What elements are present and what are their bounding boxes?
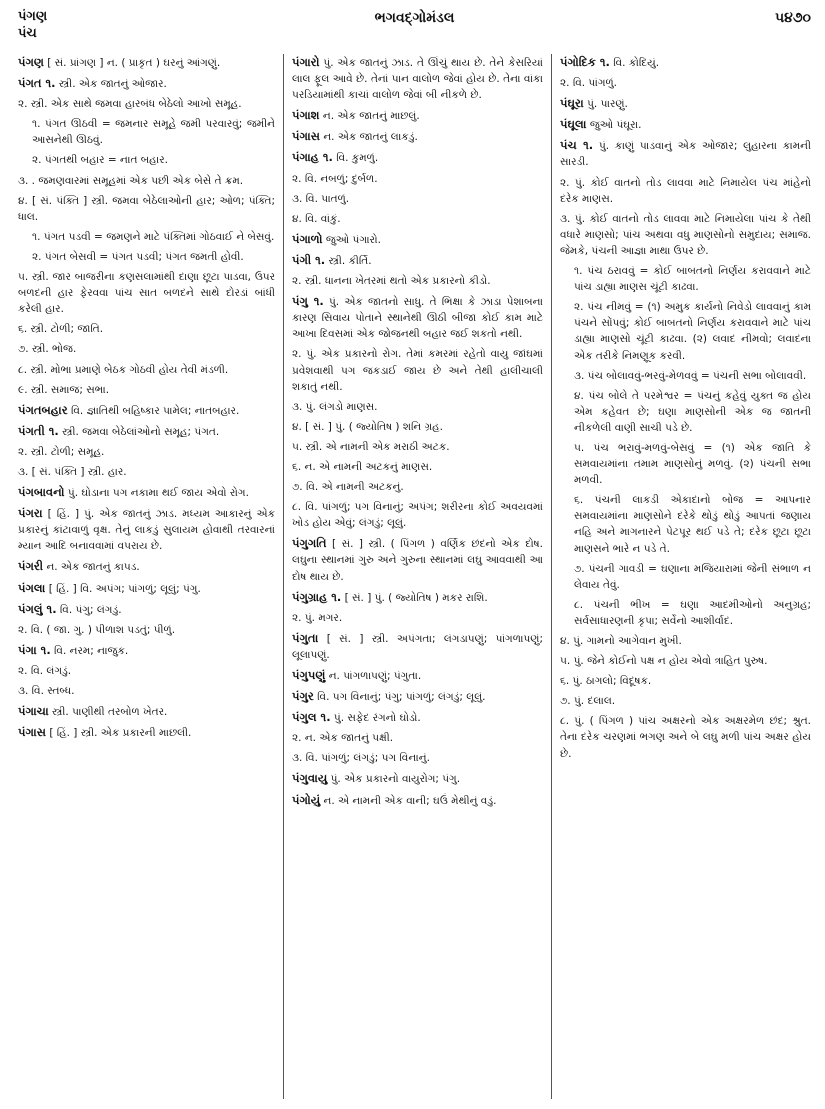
entry-headword: પંગુતા (292, 630, 319, 645)
entry-definition: ૪. પું. ગામનો આગેવાન મુખી. (560, 635, 682, 647)
entry-definition: ૮. પું. ( પિંગળ ) પાંચ અક્ષરનો એક અક્ષરમેળ છંદ; શ્રુત. તેના દરેક ચરણમાં ભગણ અને બે લઘુ મળી પાંચ અક્ષર હોય છે. (560, 715, 811, 760)
guide-word-last: પંચ (18, 26, 37, 41)
dictionary-entry (18, 703, 275, 720)
entry-definition: પું. સફેદ રંગનો ઘોડો. (333, 712, 421, 725)
dictionary-entry (560, 653, 811, 669)
dictionary-entry (18, 54, 275, 71)
entry-definition: ૨. પું. મગર. (292, 611, 343, 624)
dictionary-entry (560, 368, 811, 384)
dictionary-entry (18, 683, 275, 699)
dictionary-entry (560, 54, 811, 71)
dictionary-entry (292, 231, 543, 248)
column-1 (18, 54, 283, 1099)
entry-headword: પંગરી (18, 559, 44, 574)
entry-definition: ૫. પું. જેને કોઈનો પક્ષ ન હોય એવો ત્રાહિત પુરુષ. (560, 655, 768, 668)
dictionary-entry (560, 137, 811, 170)
entry-headword: પંગી ૧. (292, 252, 326, 267)
entry-definition: પું. એક જાતનો સાધુ. તે ભિક્ષા કે ઝાડા પેશાબના કારણ સિવાય પોતાને સ્થાનેથી ઊઠી બીજા કોઈ કામ માટે આખા દિવસમાં એક જોજનથી બહાર જઈ શકતો નથી. (292, 296, 543, 341)
entry-headword: પંગલું ૧. (18, 601, 57, 616)
dictionary-entry (292, 459, 543, 475)
dictionary-entry (560, 693, 811, 709)
entry-headword: પંઘૂરા (560, 96, 584, 111)
entry-definition: સ્ત્રી. પાણીથી તરબોળ ખેતર. (52, 706, 168, 719)
dictionary-entry (560, 633, 811, 649)
entry-definition: પું. એક જાતનું ઝાડ. તે ઊંચું થાય છે. તેને કેસરિયાં લાલ ફૂલ આવે છે. તેનાં પાન વાલોળ જેવાં હોય છે. તેના વાંકા પરડિયામાંથી કાચાં વાલોળ જેવાં બી નીકળે છે. (292, 57, 543, 102)
entry-definition: ૨. પંગત બેસવી = પંગત પડવી; પંગત જમતી હોવી. (32, 250, 244, 263)
dictionary-entry (18, 505, 275, 554)
entry-definition: [ સં. ] સ્ત્રી. ( પિંગળ ) વર્ણિક છંદનો એક દોષ. લઘુના સ્થાનમાં ગુરુ અને ગુરુના સ્થાનમાં લઘુ આવવાથી આ દોષ થાય છે. (292, 538, 543, 583)
entry-definition: પું. પારણું. (587, 98, 628, 111)
dictionary-entry (292, 54, 543, 103)
dictionary-entry (560, 561, 811, 593)
entry-definition: ૯. સ્ત્રી. સમાજ; સભા. (18, 383, 110, 396)
entry-headword: પંગુલ ૧. (292, 710, 331, 725)
entry-definition: ૭. પું. દલાલ. (560, 695, 616, 708)
entry-headword: પંગાચા (18, 704, 49, 719)
entry-definition: ૧. પંગત ઊઠવી = જમનાર સમૂહે જમી પરવારવું; જમીને આસનેથી ઊઠવું. (32, 118, 275, 147)
dictionary-entry (292, 667, 543, 684)
entry-definition: ૩. વિ. પાતળું. (292, 192, 350, 205)
entry-definition: ૨. વિ. ( જા. ગુ. ) પીળાશ પડતું; પીળું. (18, 623, 176, 636)
dictionary-entry (292, 211, 543, 227)
dictionary-entry (18, 642, 275, 659)
entry-definition: ૬. ન. એ નામની અટકનું માણસ. (292, 460, 433, 473)
dictionary-entry (560, 713, 811, 761)
dictionary-entry (18, 193, 275, 225)
dictionary-entry (18, 382, 275, 398)
entry-definition: ૬. પું. ઠાગલો; વિદૂષક. (560, 675, 652, 688)
entry-definition: ૪. પંચ બોલે તે પરમેશ્વર = પંચનું કહેવું યુક્ત જ હોય એમ કહેવત છે; ઘણા માણસોની એક જ જાતની નીકળેલી વાણી સાચી પડે છે. (574, 389, 811, 434)
entry-headword: પંગાશ (292, 108, 320, 123)
entry-definition: પું. એક પ્રકારનો વાયુરોગ; પંગુ. (330, 773, 461, 786)
dictionary-entry (292, 610, 543, 626)
dictionary-entry (292, 419, 543, 435)
entry-headword: પંગતબહાર (18, 402, 68, 417)
dictionary-entry (292, 589, 543, 606)
entry-definition: ન. એ નામની એક વાની; ઘઉં મેથીનું વડું. (323, 794, 497, 807)
entry-headword: પંગરા (18, 506, 43, 521)
dictionary-entry (292, 479, 543, 495)
dictionary-entry (292, 630, 543, 663)
dictionary-entry (18, 362, 275, 378)
dictionary-entry (560, 673, 811, 689)
entry-definition: ૬. સ્ત્રી. ટોળી; જાતિ. (18, 323, 104, 336)
dictionary-entry (292, 770, 543, 787)
entry-definition: [ સં. ] સ્ત્રી. અપંગતા; લંગડાપણું; પાંગળાપણું; લૂલાપણું. (292, 632, 543, 661)
entry-definition: [ સં. ] પું. ( જ્યોતિષ ) મકર રાશિ. (344, 591, 488, 604)
entry-definition: ૫. સ્ત્રી. એ નામની એક મરાઠી અટક. (292, 440, 450, 453)
entry-headword: પંઘૂલા (560, 117, 587, 132)
page-header (18, 8, 811, 54)
dictionary-entry (18, 116, 275, 148)
dictionary-entry (560, 75, 811, 91)
dictionary-entry (292, 709, 543, 726)
entry-definition: ૪. [ સં. પંક્તિ ] સ્ત્રી. જમવા બેઠેલાઓની હાર; ઓળ; પંક્તિ; ધાલ. (18, 194, 275, 223)
dictionary-entry (18, 152, 275, 168)
entry-definition: ૨. સ્ત્રી. એક સાથે જમવા હારબંધ બેઠેલો આખો સમૂહ. (18, 98, 242, 111)
column-3 (551, 54, 811, 1099)
entry-definition: ૮. વિ. પાંગળું; પગ વિનાનું; અપંગ; શરીરના કોઈ અવયવમાં ખોડ હોય એવું; લંગડું; લૂલું. (292, 501, 543, 530)
dictionary-entry (18, 622, 275, 638)
entry-definition: પું. કાણું પાડવાનું એક ઓજાર; લુહારના કામની સારડી. (560, 140, 811, 169)
entry-definition: ૮. સ્ત્રી. મોભા પ્રમાણે બેઠક ગોઠવી હોય તેવી મંડળી. (18, 363, 229, 376)
dictionary-entry (560, 95, 811, 112)
entry-headword: પંગુગતિ (292, 536, 327, 551)
entry-definition: ૨. ન. એક જાતનું પક્ષી. (292, 732, 394, 745)
entry-definition: વિ. પગ વિનાનું; પંગુ; પાંગળું; લંગડું; લૂલું. (317, 691, 486, 704)
entry-definition: ન. એક જાતનું લાકડું. (323, 131, 418, 144)
dictionary-entry (18, 402, 275, 419)
entry-definition: જુઓ પંગારો. (325, 233, 381, 246)
dictionary-entry (18, 724, 275, 741)
entry-headword: પંગુર (292, 689, 314, 704)
column-2 (283, 54, 551, 1099)
entry-definition: ૭. પંચની ગાવડી = ઘણાના મજિયારામાં જેની સંભાળ ન લેવાય તેવું. (574, 562, 811, 591)
dictionary-entry (560, 440, 811, 488)
entry-definition: [ હિં. ] સ્ત્રી. એક પ્રકારની માછલી. (49, 727, 192, 740)
entry-definition: જુઓ પંઘૂરા. (589, 119, 642, 132)
entry-headword: પંગાહ ૧. (292, 150, 333, 165)
entry-definition: ૫. પંચ ભરાવું-મળવું-બેસવું = (૧) એક જાતિ કે સમવાયમાંના તમામ માણસોનું મળવું. (૨) પંચની સભા મળવી. (574, 441, 811, 487)
dictionary-entry (292, 191, 543, 207)
entry-headword: પંગાળો (292, 231, 323, 246)
dictionary-entry (292, 750, 543, 766)
entry-definition: ૭. વિ. એ નામની અટકનું. (292, 481, 404, 494)
entry-headword: પંગબાવનો (18, 485, 65, 500)
entry-definition: ન. એક જાતનું કાપડ. (46, 561, 140, 574)
entry-definition: ૩. પું. લંગડો માણસ. (292, 400, 378, 413)
entry-headword: પંગારો (292, 55, 320, 69)
entry-definition: ન. પાંગળાપણું; પંગુતા. (328, 670, 422, 682)
entry-definition: ૩. . જમણવારમાં સમૂહમાં એક પછી એક બેસે તે ક્રમ. (18, 174, 244, 187)
dictionary-entry (292, 252, 543, 269)
dictionary-entry (18, 96, 275, 112)
entry-definition: ૨. વિ. નબળું; દુર્બળ. (292, 172, 378, 185)
entry-definition: ૮. પંચની ભીખ = ઘણા આદમીઓનો અનુગ્રહ; સર્વસાધારણની કૃપા; સર્વેનો આશીર્વાદ. (574, 598, 811, 627)
entry-definition: ૬. પંચની લાકડી એકાદાનો બોજ = આપનાર સમવાયમાંના માણસોને દરેકે થોડું થોડું આપતાં જણાય નહિ અને માગનારને પેટપૂર થઈ પડે તે; દરેક છૂટા છૂટા માણસને ભારે ન પડે તે. (574, 494, 811, 555)
page-number: ૫૪૭૦ (774, 10, 811, 26)
dictionary-entry (292, 399, 543, 415)
dictionary-entry (292, 346, 543, 394)
dictionary-entry (560, 299, 811, 363)
dictionary-entry (18, 341, 275, 357)
dictionary-entry (292, 499, 543, 531)
entry-definition: ૨. પું. કોઈ વાતનો તોડ લાવવા માટે નિમાયેલ પંચ માંહેનો દરેક માણસ. (560, 176, 811, 205)
dictionary-entry (18, 558, 275, 575)
entry-headword: પંગલા (18, 580, 46, 595)
entry-definition: [ સં. પ્રાંગણ ] ન. ( પ્રાકૃત ) ઘરનું આંગણું. (47, 57, 221, 69)
dictionary-entry (560, 388, 811, 436)
entry-definition: ૩. [ સં. પંક્તિ ] સ્ત્રી. હાર. (18, 465, 127, 478)
dictionary-entry (18, 663, 275, 679)
dictionary-entry (292, 107, 543, 124)
entry-definition: ૧. પંચ ઠરાવવું = કોઈ બાબતનો નિર્ણય કરાવવાને માટે પાંચ ડાહ્યા માણસ ચૂંટી કાઢવા. (574, 265, 811, 294)
entry-definition: ૪. વિ. વાંકું. (292, 212, 341, 225)
entry-definition: વિ. કુમળું. (336, 152, 379, 165)
entry-headword: પંગુગ્રાહ ૧. (292, 589, 342, 604)
entry-definition: પું. ઘોડાના પગ નકામા થઈ જાય એવો રોગ. (67, 487, 249, 500)
entry-definition: ૩. વિ. પાંગળું; લંગડું; પગ વિનાનું. (292, 752, 430, 765)
entry-headword: પંગોયું (292, 792, 321, 807)
dictionary-entry (18, 173, 275, 189)
entry-headword: પંગાસ (292, 129, 320, 144)
entry-definition: ૫. સ્ત્રી. જાર બાજરીના કણસલામાંથી દાણા છૂટા પાડવા, ઉપર બળદની હાર ફેરવવા પાંચ સાત બળદને સાથે દોરડાં બાંધી કરેલી હાર. (18, 271, 275, 316)
dictionary-entry (292, 273, 543, 289)
entry-definition: [ હિં. ] પું. એક જાતનું ઝાડ. મધ્યમ આકારનું એક પ્રકારનું કાંટાવાળું વૃક્ષ. તેનું લાકડું સુલાયમ હોવાથી તરવારનાં મ્યાન આદિ બનાવવામાં વપરાય છે. (18, 508, 275, 553)
book-title: ભગવદ્ગોમંડલ (374, 10, 455, 26)
entry-definition: [ હિં. ] વિ. અપંગ; પાંગળું; લૂલું; પંગુ. (48, 582, 201, 595)
dictionary-entry (560, 211, 811, 259)
dictionary-entry (18, 484, 275, 501)
entry-definition: ૩. પંચ બોલાવવું-ભરવું-મેળવવું = પંચની સભા બોલાવવી. (574, 369, 807, 382)
dictionary-entry (292, 439, 543, 455)
entry-definition: વિ. કોદિયું. (613, 57, 660, 69)
entry-headword: પંગા ૧. (18, 642, 51, 657)
entry-definition: વિ. પંગુ; લંગડું. (59, 603, 122, 616)
dictionary-entry (18, 229, 275, 245)
entry-definition: સ્ત્રી. કીર્તિ. (328, 254, 372, 267)
entry-definition: ૨. વિ. પાંગળું. (560, 77, 618, 90)
dictionary-entry (18, 75, 275, 92)
dictionary-columns (18, 54, 811, 1099)
dictionary-entry (292, 128, 543, 145)
entry-definition: ૨. સ્ત્રી. ધાનના ખેતરમાં થતો એક પ્રકારનો કીડો. (292, 275, 491, 288)
entry-definition: ૨. પંગતથી બહાર = નાત બહાર. (32, 154, 168, 167)
entry-headword: પંગાસ (18, 725, 46, 740)
entry-headword: પંગણ (18, 55, 44, 69)
entry-definition: ન. એક જાતનું માછલું. (322, 110, 420, 123)
dictionary-entry (18, 423, 275, 440)
dictionary-entry (560, 597, 811, 629)
entry-definition: સ્ત્રી. જમવા બેઠેલાંઓનો સમૂહ; પંગત. (62, 425, 220, 438)
entry-headword: પંગુ ૧. (292, 294, 324, 309)
entry-headword: પંગુપણું (292, 668, 326, 682)
guide-word-first: પંગણ (18, 9, 48, 24)
dictionary-entry (18, 601, 275, 618)
entry-headword: પંગોદિક ૧. (560, 55, 610, 69)
entry-headword: પંગત ૧. (18, 76, 56, 91)
entry-definition: ૨. પું. એક પ્રકારનો રોગ. તેમાં કમરમાં રહેતો વાયુ જાંઘમાં પ્રવેશવાથી પગ જકડાઈ જાય છે અને તેથી હાલીચાલી શકાતું નથી. (292, 348, 543, 393)
entry-definition: સ્ત્રી. એક જાતનું ઓજાર. (58, 78, 167, 91)
entry-definition: ૨. સ્ત્રી. ટોળી; સમૂહ. (18, 445, 105, 458)
dictionary-entry (18, 580, 275, 597)
dictionary-entry (18, 269, 275, 317)
dictionary-entry (292, 293, 543, 342)
dictionary-entry (292, 171, 543, 187)
dictionary-entry (560, 263, 811, 295)
dictionary-entry (18, 444, 275, 460)
entry-definition: ૩. વિ. સ્તબ્ધ. (18, 685, 75, 697)
dictionary-entry (292, 792, 543, 809)
dictionary-entry (560, 492, 811, 556)
dictionary-entry (292, 149, 543, 166)
entry-definition: વિ. નરમ; નાજુક. (54, 644, 129, 657)
entry-definition: ૪. [ સં. ] પું. ( જ્યોતિષ ) શનિ ગ્રહ. (292, 420, 443, 433)
dictionary-entry (560, 116, 811, 133)
entry-definition: ૨. પંચ નીમવું = (૧) અમુક કાર્યનો નિવેડો લાવવાનું કામ પંચને સોંપવું; કોઈ બાબતનો નિર્ણય કરાવવાને માટે પાંચ ડાહ્યા માણસો ચૂંટી કાઢવા. (૨) લવાદ નીમવો; લવાદના એક તરીકે નિમણૂક કરવી. (574, 301, 811, 362)
dictionary-entry (18, 321, 275, 337)
entry-definition: ૩. પું. કોઈ વાતનો તોડ લાવવા માટે નિમાયેલા પાંચ કે તેથી વધારે માણસો; પાંચ અથવા વધુ માણસોનો સમુદાય; સમાજ. જેમકે, પંચની આજ્ઞા માથા ઉપર છે. (560, 212, 811, 257)
entry-definition: ૧. પંગત પડવી = જમણને માટે પંક્તિમાં ગોઠવાઈ ને બેસવું. (32, 230, 275, 243)
entry-definition: વિ. જ્ઞાતિથી બહિષ્કાર પામેલ; નાતબહાર. (71, 404, 240, 417)
dictionary-entry (18, 249, 275, 265)
dictionary-entry (18, 464, 275, 480)
entry-headword: પંચ ૧. (560, 138, 594, 153)
dictionary-entry (292, 730, 543, 746)
entry-headword: પંગતી ૧. (18, 423, 59, 438)
dictionary-entry (560, 175, 811, 207)
entry-headword: પંગુવાયુ (292, 771, 328, 786)
dictionary-entry (292, 535, 543, 584)
entry-definition: ૨. વિ. લંગડું. (18, 664, 72, 677)
entry-definition: ૭. સ્ત્રી. ભોજ. (18, 343, 77, 356)
dictionary-entry (292, 688, 543, 705)
